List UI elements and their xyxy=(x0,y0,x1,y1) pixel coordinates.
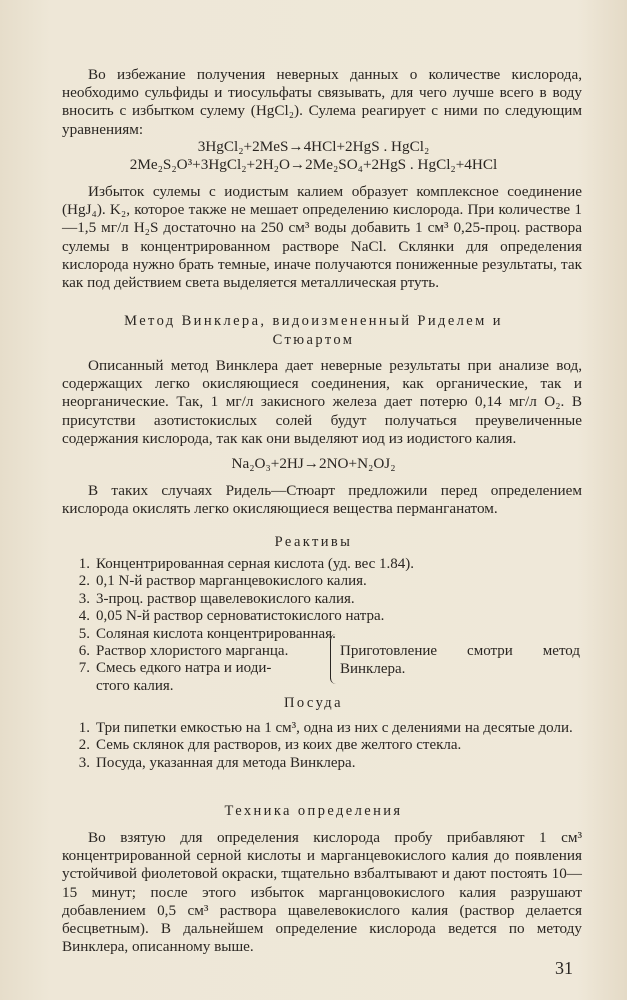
bracket-note: Приготовление смотри метод Винклера. xyxy=(340,643,580,677)
list-item-continuation xyxy=(62,678,592,695)
list-item xyxy=(62,608,592,625)
item-text: Раствор хлористого марганца. xyxy=(96,643,289,660)
item-text: Концентрированная серная кислота (уд. вес 1.84). xyxy=(96,556,415,572)
item-number: 2. xyxy=(78,573,90,590)
item-text: 0,1 N-й раствор марганцевокислого калия. xyxy=(96,573,367,590)
ware-heading: Посуда xyxy=(284,695,343,711)
item-number: 7. xyxy=(78,660,90,677)
technique-heading: Техника определения xyxy=(224,803,403,819)
equation-1a: 3HgCl₂+2MeS→4HCl+2HgS . HgCl₂ xyxy=(197,138,430,155)
section-heading-winkler-line2: Стюартом xyxy=(272,332,355,348)
item-text: Смесь едкого натра и иоди- xyxy=(96,660,272,677)
equation-2: Na₂O₃+2HJ→2NO+N₂OJ₂ xyxy=(231,455,396,472)
bracket xyxy=(330,634,337,684)
item-text: Посуда, указанная для метода Винклера. xyxy=(96,754,356,771)
item-number: 2. xyxy=(78,737,90,754)
list-item xyxy=(62,720,582,737)
item-number: 1. xyxy=(78,720,90,736)
rideal-paragraph: В таких случаях Ридель—Стюарт предложили перед определением кислорода окислять легко окисляющиеся вещества перманганатом. xyxy=(62,482,582,518)
item-text: Семь склянок для растворов, из коих две желтого стекла. xyxy=(96,737,462,754)
item-number: 1. xyxy=(78,556,90,572)
item-text: Три пипетки емкостью на 1 см³, одна из них с делениями на десятые доли. xyxy=(96,720,573,736)
list-item xyxy=(62,737,582,754)
section-heading-winkler-line1: Метод Винклера, видоизмененный Риделем и xyxy=(124,313,503,329)
page-number: 31 xyxy=(555,958,573,978)
equation-1b: 2Me₂S₂O³+3HgCl₂+2H₂O→2Me₂SO₄+2HgS . HgCl₂+4HCl xyxy=(129,156,498,173)
item-number: 3. xyxy=(78,754,90,771)
list-item xyxy=(62,556,592,573)
list-item xyxy=(62,755,582,772)
item-number: 3. xyxy=(78,590,90,607)
item-text: 3-проц. раствор щавелевокислого калия. xyxy=(96,590,355,607)
item-number: 5. xyxy=(78,625,90,642)
list-item xyxy=(62,573,592,590)
list-item xyxy=(62,591,592,608)
item-number: 4. xyxy=(78,608,90,625)
technique-paragraph: Во взятую для определения кислорода пробу прибавляют 1 см³ концентрированной серной кислоты и марганцевокислого калия до появления устойчивой фиолетовой окраски, тщательно взбалтывают и дают постоять 10—15 минут; после этого избыток марганцовокислого калия разрушают добавлением 0,5 см³ раствора щавелевокислого калия (раствор делается бесцветным). В дальнейшем определение кислорода ведется по методу Винклера, описанному выше. xyxy=(62,829,582,956)
winkler-paragraph: Описанный метод Винклера дает неверные результаты при анализе вод, содержащих легко окисляющиеся соединения, как органические, так и неорганические. Так, 1 мг/л закисного железа дает потерю 0,14 мг/л O₂. В присутстви азотистокислых солей будут получаться преувеличенные содержания кислорода, так как они выделяют иод из иодистого калия. xyxy=(62,357,582,447)
intro-paragraph: Во избежание получения неверных данных о количестве кислорода, необходимо сульфиды и тиосульфаты связывать, для чего лучше всего в воду вносить с избытком сулему (HgCl₂). Сулема реагирует с ними по следующим уравнениям: xyxy=(62,66,582,138)
ware-list xyxy=(62,720,582,772)
second-paragraph: Избыток сулемы с иодистым калием образует комплексное соединение (HgJ₄). K₂, которое также не мешает определению кислорода. При количестве 1—1,5 мг/л H₂S достаточно на 250 см³ воды добавить 1 см³ 0,25-проц. раствора сулемы в концентрированном растворе NaCl. Склянки для определения кислорода нужно брать темные, иначе получаются пониженные результаты, так как под действием света выделяется металлическая ртуть. xyxy=(62,183,582,292)
list-item xyxy=(62,626,592,643)
item-text: 0,05 N-й раствор серноватистокислого натра. xyxy=(96,608,385,625)
reagents-heading: Реактивы xyxy=(274,534,353,550)
item-text: Соляная кислота концентрированная. xyxy=(96,625,336,642)
item-text: стого калия. xyxy=(96,677,174,694)
item-number: 6. xyxy=(78,643,90,660)
